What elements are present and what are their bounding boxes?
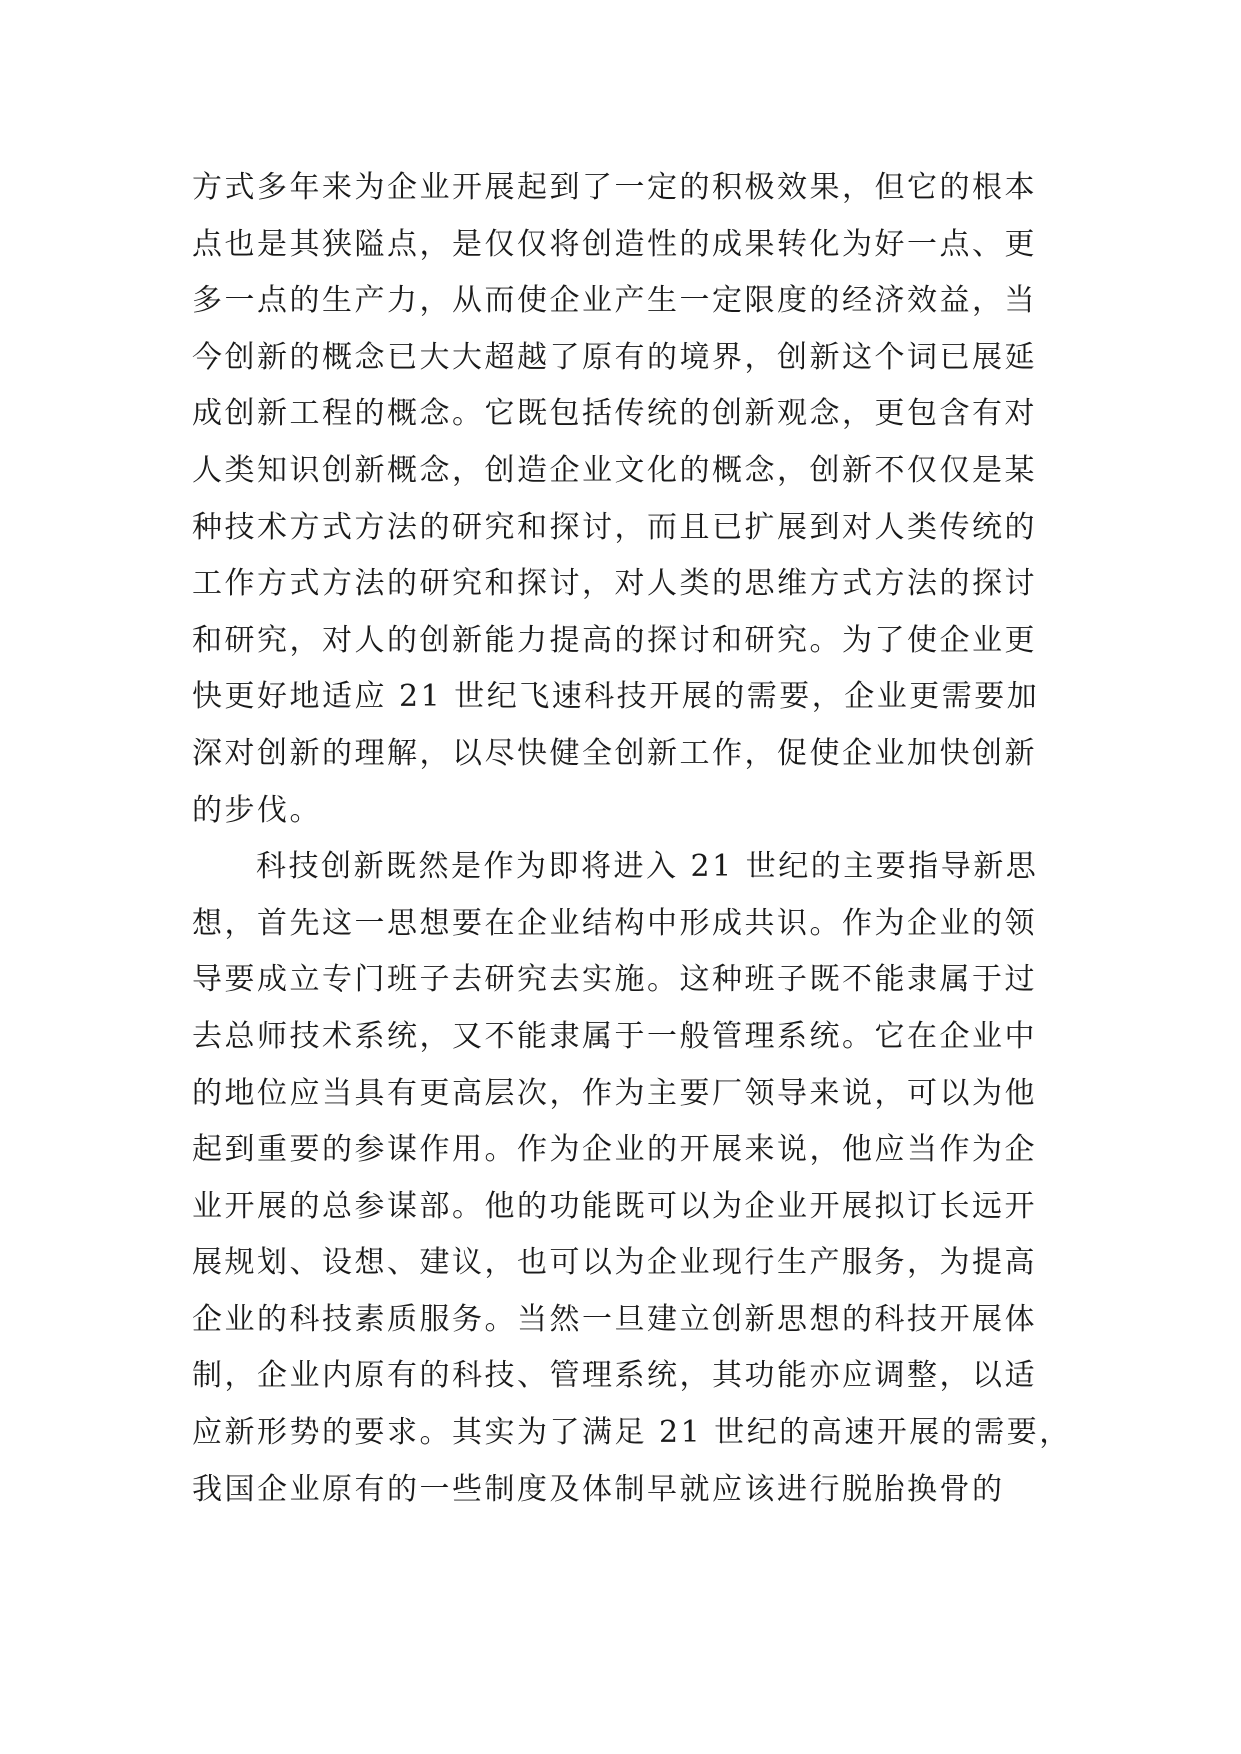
text-line: 点也是其狭隘点，是仅仅将创造性的成果转化为好一点、更 [192,226,1037,262]
text-line: 深对创新的理解，以尽快健全创新工作，促使企业加快创新 [192,735,1037,771]
text-line: 快更好地适应 21 世纪飞速科技开展的需要，企业更需要加 [192,679,1040,715]
text-line: 我国企业原有的一些制度及体制早就应该进行脱胎换骨的 [192,1471,1005,1507]
text-line: 想，首先这一思想要在企业结构中形成共识。作为企业的领 [192,905,1037,941]
text-line: 方式多年来为企业开展起到了一定的积极效果，但它的根本 [192,170,1037,205]
text-line: 科技创新既然是作为即将进入 21 世纪的主要指导新思 [256,849,1039,885]
text-line: 业开展的总参谋部。他的功能既可以为企业开展拟订长远开 [192,1188,1037,1224]
text-line: 种技术方式方法的研究和探讨，而且已扩展到对人类传统的 [192,509,1037,545]
text-line: 和研究，对人的创新能力提高的探讨和研究。为了使企业更 [192,622,1037,658]
text-line: 去总师技术系统，又不能隶属于一般管理系统。它在企业中 [192,1018,1037,1054]
text-line: 企业的科技素质服务。当然一旦建立创新思想的科技开展体 [192,1301,1037,1337]
text-line: 的地位应当具有更高层次，作为主要厂领导来说，可以为他 [192,1075,1037,1111]
text-line: 起到重要的参谋作用。作为企业的开展来说，他应当作为企 [192,1132,1037,1168]
text-line: 今创新的概念已大大超越了原有的境界，创新这个词已展延 [192,339,1037,375]
text-line: 成创新工程的概念。它既包括传统的创新观念，更包含有对 [192,396,1037,432]
paragraph-2 [192,839,1072,1518]
text-line: 多一点的生产力，从而使企业产生一定限度的经济效益，当 [192,283,1037,319]
paragraph-1 [192,160,1052,839]
text-line: 的步伐。 [192,792,322,828]
text-line: 展规划、设想、建议，也可以为企业现行生产服务，为提高 [192,1245,1037,1281]
text-line: 应新形势的要求。其实为了满足 21 世纪的高速开展的需要， [192,1415,1072,1451]
text-line: 工作方式方法的研究和探讨，对人类的思维方式方法的探讨 [192,566,1037,602]
text-line: 制，企业内原有的科技、管理系统，其功能亦应调整，以适 [192,1358,1037,1394]
body-text [192,160,1072,1518]
text-line: 导要成立专门班子去研究去实施。这种班子既不能隶属于过 [192,962,1037,998]
text-line: 人类知识创新概念，创造企业文化的概念，创新不仅仅是某 [192,452,1037,488]
